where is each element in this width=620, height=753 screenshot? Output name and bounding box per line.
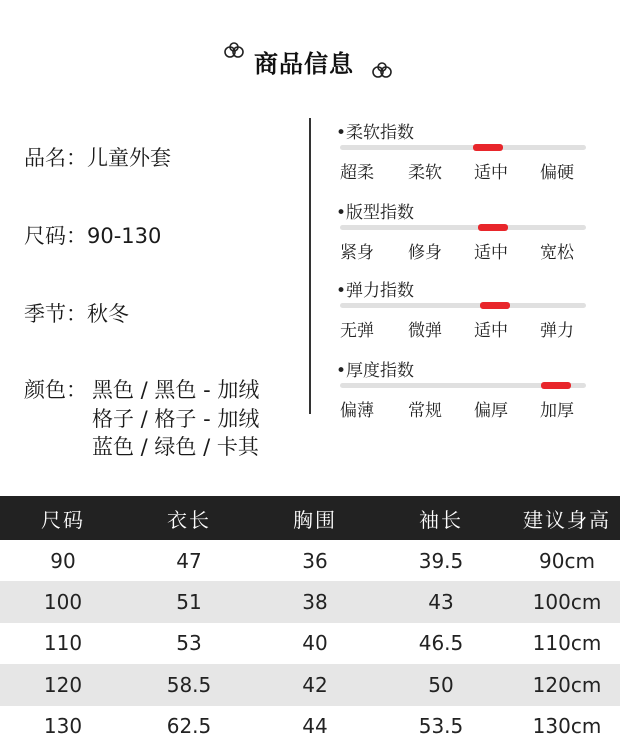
table-cell: 110	[43, 631, 83, 656]
index-option: 无弹	[340, 321, 374, 341]
vertical-divider	[309, 118, 311, 414]
column-header: 胸围	[252, 496, 378, 540]
title-area	[0, 40, 620, 90]
index-title: •版型指数	[336, 203, 415, 223]
table-row	[0, 623, 620, 664]
index-marker	[480, 302, 510, 309]
index-option: 加厚	[540, 401, 574, 421]
index-track	[340, 303, 586, 308]
table-header-row	[0, 496, 620, 540]
index-option: 适中	[474, 243, 508, 263]
index-option: 偏厚	[474, 401, 508, 421]
table-cell: 100	[0, 581, 126, 622]
table-cell: 43	[378, 581, 504, 622]
table-cell: 110cm	[532, 631, 602, 656]
table-cell: 120	[0, 664, 126, 705]
column-header: 衣长	[126, 496, 252, 540]
index-option: 适中	[474, 163, 508, 183]
product-size-range: 尺码：90-130	[24, 224, 162, 248]
column-header: 建议身高	[504, 496, 620, 540]
index-option: 宽松	[540, 243, 574, 263]
table-cell: 53.5	[418, 714, 464, 739]
table-cell: 130	[43, 714, 83, 739]
index-option: 偏薄	[340, 401, 374, 421]
size-chart-table	[0, 496, 620, 747]
table-cell: 38	[252, 581, 378, 622]
index-track	[340, 383, 586, 388]
table-cell: 39.5	[418, 548, 464, 573]
table-cell: 90	[50, 548, 76, 573]
table-cell: 90cm	[539, 548, 595, 573]
index-option: 柔软	[408, 163, 442, 183]
page-title: 商品信息	[254, 50, 354, 78]
table-cell: 100cm	[504, 581, 620, 622]
index-option: 适中	[474, 321, 508, 341]
table-cell: 62.5	[166, 714, 212, 739]
flower-doodle-icon	[224, 42, 244, 60]
table-cell: 58.5	[126, 664, 252, 705]
table-cell: 44	[302, 714, 328, 739]
index-track	[340, 225, 586, 230]
table-cell: 46.5	[418, 631, 464, 656]
table-row	[0, 540, 620, 581]
index-title: •柔软指数	[336, 123, 415, 143]
index-option: 超柔	[340, 163, 374, 183]
table-row	[0, 664, 620, 705]
index-option: 常规	[408, 401, 442, 421]
index-title: •弹力指数	[336, 281, 415, 301]
index-track	[340, 145, 586, 150]
index-option: 弹力	[540, 321, 574, 341]
color-option-line: 蓝色 / 绿色 / 卡其	[92, 435, 259, 459]
index-option: 微弹	[408, 321, 442, 341]
index-marker	[473, 144, 503, 151]
product-season: 季节：秋冬	[24, 302, 129, 326]
table-cell: 42	[252, 664, 378, 705]
product-name: 品名：儿童外套	[24, 146, 171, 170]
color-option-line: 格子 / 格子 - 加绒	[92, 407, 260, 431]
color-option-line: 黑色 / 黑色 - 加绒	[92, 378, 260, 402]
flower-doodle-icon	[372, 62, 392, 80]
table-cell: 120cm	[504, 664, 620, 705]
table-row	[0, 706, 620, 747]
table-cell: 36	[302, 548, 328, 573]
index-title: •厚度指数	[336, 361, 415, 381]
table-cell: 53	[176, 631, 202, 656]
table-cell: 40	[302, 631, 328, 656]
table-cell: 51	[126, 581, 252, 622]
color-label: 颜色：	[24, 378, 87, 402]
table-row	[0, 581, 620, 622]
index-option: 紧身	[340, 243, 374, 263]
index-option: 偏硬	[540, 163, 574, 183]
table-cell: 50	[378, 664, 504, 705]
column-header: 袖长	[378, 496, 504, 540]
index-marker	[478, 224, 508, 231]
table-cell: 47	[176, 548, 202, 573]
index-marker	[541, 382, 571, 389]
column-header: 尺码	[0, 496, 126, 540]
table-cell: 130cm	[532, 714, 602, 739]
index-option: 修身	[408, 243, 442, 263]
